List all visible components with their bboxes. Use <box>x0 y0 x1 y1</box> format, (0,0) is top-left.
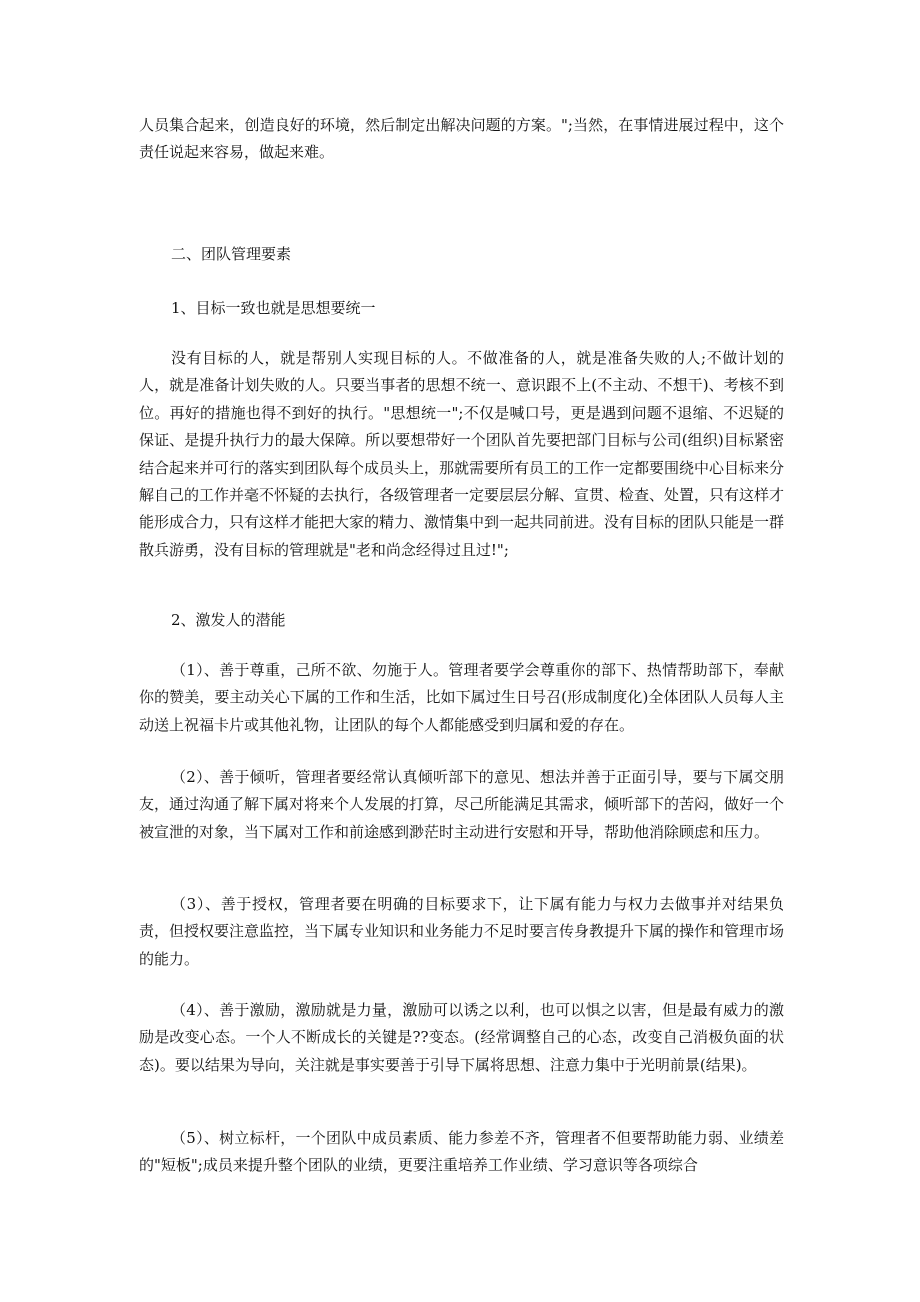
list-item-motivate: （4）、善于激励，激励就是力量，激励可以诱之以利，也可以惧之以害，但是最有威力的激励是改变心态。一个人不断成长的关键是??变态。(经常调整自己的心态，改变自己消极负面的状态)。要以结果为导向，关注就是事实要善于引导下属将思想、注意力集中于光明前景(结果)。 <box>139 1001 784 1074</box>
list-item-listen: （2）、善于倾听，管理者要经常认真倾听部下的意见、想法并善于正面引导，要与下属交朋友，通过沟通了解下属对将来个人发展的打算，尽己所能满足其需求，倾听部下的苦闷，做好一个被宣泄的对象，当下属对工作和前途感到渺茫时主动进行安慰和开导，帮助他消除顾虑和压力。 <box>139 768 785 841</box>
sub-heading-goal-alignment: 1、目标一致也就是思想要统一 <box>171 299 376 317</box>
list-item-benchmark: （5）、树立标杆，一个团队中成员素质、能力参差不齐，管理者不但要帮助能力弱、业绩差的"短板";成员来提升整个团队的业绩，更要注重培养工作业绩、学习意识等各项综合 <box>139 1129 784 1175</box>
intro-paragraph: 人员集合起来，创造良好的环境，然后制定出解决问题的方案。";当然，在事情进展过程中，这个责任说起来容易，做起来难。 <box>139 116 784 162</box>
list-item-delegate: （3）、善于授权，管理者要在明确的目标要求下，让下属有能力与权力去做事并对结果负责，但授权要注意监控，当下属专业知识和业务能力不足时要言传身教提升下属的操作和管理市场的能力。 <box>139 895 785 968</box>
sub-heading-potential: 2、激发人的潜能 <box>171 611 286 629</box>
list-item-respect: （1）、善于尊重，己所不欲、勿施于人。管理者要学会尊重你的部下、热情帮助部下，奉献你的赞美，要主动关心下属的工作和生活，比如下属过生日号召(形成制度化)全体团队人员每人主动送上祝福卡片或其他礼物，让团队的每个人都能感受到归属和爱的存在。 <box>139 661 784 734</box>
section-heading: 二、团队管理要素 <box>171 245 292 263</box>
paragraph-goal-alignment: 没有目标的人，就是帮别人实现目标的人。不做准备的人，就是准备失败的人;不做计划的人，就是准备计划失败的人。只要当事者的思想不统一、意识跟不上(不主动、不想干)、考核不到位。再好的措施也得不到好的执行。"思想统一";不仅是喊口号，更是遇到问题不退缩、不迟疑的保证、是提升执行力的最大保障。所以要想带好一个团队首先要把部门目标与公司(组织)目标紧密结合起来并可行的落实到团队每个成员头上，那就需要所有员工的工作一定都要围绕中心目标来分解自己的工作并毫不怀疑的去执行，各级管理者一定要层层分解、宣贯、检查、处置，只有这样才能形成合力，只有这样才能把大家的精力、激情集中到一起共同前进。没有目标的团队只能是一群散兵游勇，没有目标的管理就是"老和尚念经得过且过!"; <box>139 349 785 559</box>
